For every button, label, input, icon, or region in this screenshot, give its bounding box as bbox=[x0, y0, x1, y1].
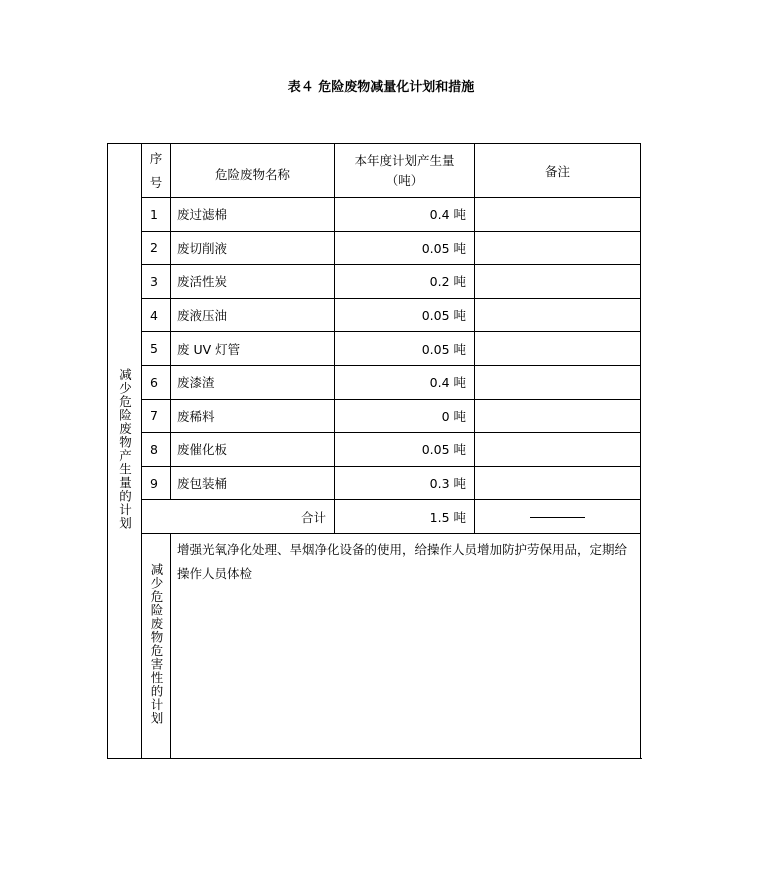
total-row bbox=[108, 500, 641, 534]
header-seq bbox=[142, 144, 171, 198]
header-name: 危险废物名称 bbox=[171, 144, 335, 198]
total-amount: 1.5 吨 bbox=[335, 500, 475, 534]
row-num: 5 bbox=[142, 332, 171, 366]
row-amount: 0 吨 bbox=[335, 399, 475, 433]
table-row bbox=[108, 365, 641, 399]
row-num: 8 bbox=[142, 433, 171, 467]
row-note bbox=[475, 433, 641, 467]
row-amount: 0.3 吨 bbox=[335, 466, 475, 500]
row-amount: 0.4 吨 bbox=[335, 365, 475, 399]
table-row bbox=[108, 433, 641, 467]
table-row bbox=[108, 198, 641, 232]
row-note bbox=[475, 466, 641, 500]
row-name: 废包装桶 bbox=[171, 466, 335, 500]
table-row bbox=[108, 265, 641, 299]
row-name: 废漆渣 bbox=[171, 365, 335, 399]
measures-row bbox=[108, 533, 641, 758]
row-note bbox=[475, 332, 641, 366]
dash-line bbox=[530, 517, 585, 518]
row-note bbox=[475, 298, 641, 332]
measures-text: 增强光氧净化处理、旱烟净化设备的使用，给操作人员增加防护劳保用品，定期给操作人员体检 bbox=[171, 533, 641, 758]
section1-label-cell bbox=[108, 144, 142, 759]
row-num: 2 bbox=[142, 231, 171, 265]
row-amount: 0.05 吨 bbox=[335, 433, 475, 467]
row-amount: 0.4 吨 bbox=[335, 198, 475, 232]
row-note bbox=[475, 365, 641, 399]
row-note bbox=[475, 399, 641, 433]
row-amount: 0.05 吨 bbox=[335, 231, 475, 265]
header-note: 备注 bbox=[475, 144, 641, 198]
row-note bbox=[475, 198, 641, 232]
table-title: 表４ 危险废物减量化计划和措施 bbox=[287, 80, 475, 95]
row-num: 7 bbox=[142, 399, 171, 433]
table-row bbox=[108, 466, 641, 500]
total-label: 合计 bbox=[142, 500, 335, 534]
row-num: 3 bbox=[142, 265, 171, 299]
row-num: 1 bbox=[142, 198, 171, 232]
row-name: 废过滤棉 bbox=[171, 198, 335, 232]
row-amount: 0.2 吨 bbox=[335, 265, 475, 299]
header-amount-line2: （吨） bbox=[385, 172, 424, 188]
table-row bbox=[108, 399, 641, 433]
row-name: 废活性炭 bbox=[171, 265, 335, 299]
section1-label: 减少危险废物产生量的计划 bbox=[117, 368, 133, 531]
section2-label-cell bbox=[142, 533, 171, 758]
row-name: 废 UV 灯管 bbox=[171, 332, 335, 366]
header-seq-text: 序号 bbox=[149, 150, 163, 190]
row-amount: 0.05 吨 bbox=[335, 298, 475, 332]
row-num: 9 bbox=[142, 466, 171, 500]
header-amount bbox=[335, 144, 475, 198]
header-amount-line1: 本年度计划产生量 bbox=[354, 152, 455, 168]
row-note bbox=[475, 265, 641, 299]
table-row bbox=[108, 298, 641, 332]
row-num: 6 bbox=[142, 365, 171, 399]
header-row bbox=[108, 144, 641, 198]
row-num: 4 bbox=[142, 298, 171, 332]
row-name: 废催化板 bbox=[171, 433, 335, 467]
row-amount: 0.05 吨 bbox=[335, 332, 475, 366]
table-row bbox=[108, 231, 641, 265]
section2-label: 减少危险废物危害性的计划 bbox=[149, 563, 164, 726]
row-note bbox=[475, 231, 641, 265]
total-note bbox=[475, 500, 641, 534]
hazardous-waste-table bbox=[107, 143, 641, 759]
row-name: 废切削液 bbox=[171, 231, 335, 265]
table-row bbox=[108, 332, 641, 366]
row-name: 废液压油 bbox=[171, 298, 335, 332]
row-name: 废稀料 bbox=[171, 399, 335, 433]
